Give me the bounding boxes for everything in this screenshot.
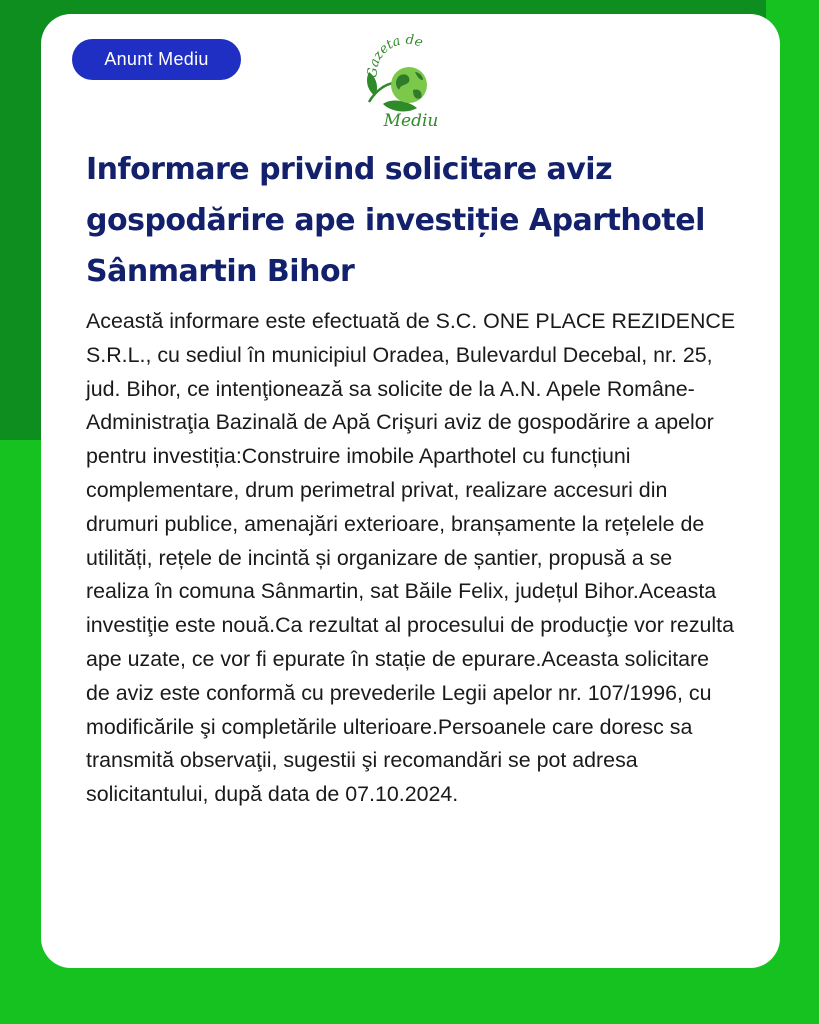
category-badge[interactable]: Anunt Mediu xyxy=(72,39,241,80)
logo-text-top: Gazeta de xyxy=(365,32,425,79)
logo-text-bottom: Mediu xyxy=(383,111,439,130)
gazeta-de-mediu-logo[interactable] xyxy=(355,30,460,130)
article-body: Această informare este efectuată de S.C. ONE PLACE REZIDENCE S.R.L., cu sediul în municipiul Oradea, Bulevardul Decebal, nr. 25, jud. Bihor, ce intenţionează sa solicite de la A.N. Apele Române-Administraţia Bazinală de Apă Crişuri aviz de gospodărire a apelor pentru investiția:Construire imobile Aparthotel cu funcțiuni complementare, drum perimetral privat, realizare accesuri din drumuri publice, amenajări exterioare, branșamente la rețelele de utilități, rețele de incintă și organizare de șantier, propusă a se realiza în comuna Sânmartin, sat Băile Felix, județul Bihor.Aceasta investiţie este nouă.Ca rezultat al procesului de producţie vor rezulta ape uzate, ce vor fi epurate în stație de epurare.Aceasta solicitare de aviz este conformă cu prevederile Legii apelor nr. 107/1996, cu modificările şi completările ulterioare.Persoanele care doresc sa transmită observaţii, sugestii şi recomandări se pot adresa solicitantului, după data de 07.10.2024. xyxy=(86,309,736,807)
globe-leaf-icon xyxy=(355,30,460,130)
article-title: Informare privind solicitare aviz gospodărire ape investiție Aparthotel Sânmartin Bihor xyxy=(86,152,705,289)
